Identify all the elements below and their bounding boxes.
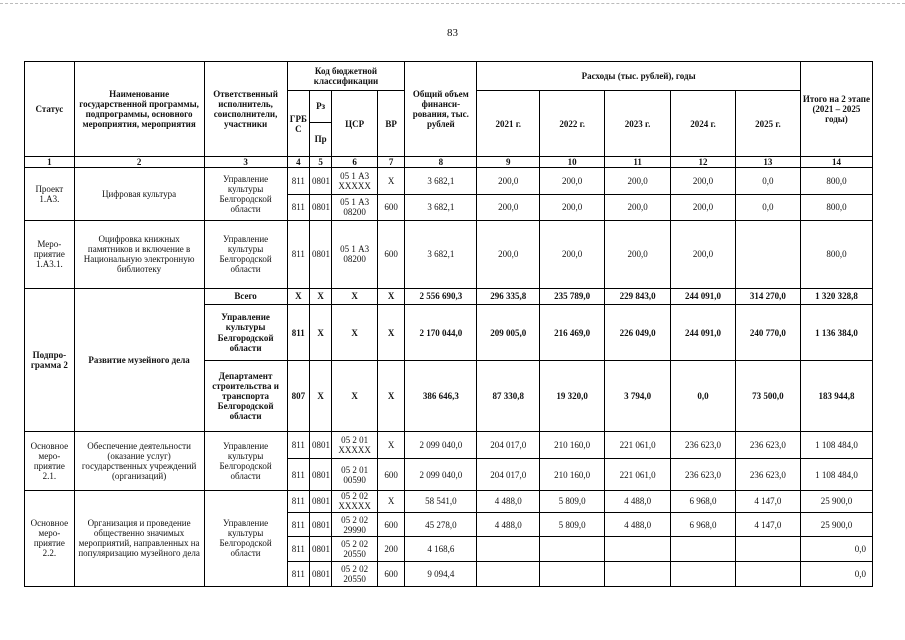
cell-sum: 1 108 484,0 bbox=[800, 432, 872, 459]
cell-2021: 4 488,0 bbox=[477, 513, 540, 537]
cell-2021: 200,0 bbox=[477, 220, 540, 288]
row-responsible: Управление культуры Белгородской области bbox=[204, 490, 287, 586]
cell-total: 386 646,3 bbox=[405, 361, 477, 432]
cell-2023: 200,0 bbox=[605, 194, 671, 220]
header-vr: ВР bbox=[377, 91, 404, 157]
col-number: 10 bbox=[540, 157, 605, 168]
cell-2021 bbox=[477, 537, 540, 561]
row-responsible: Департамент строительства и транспорта Белгородской области bbox=[204, 361, 287, 432]
cell-rzpr: 0801 bbox=[309, 168, 331, 194]
cell-2025: 0,0 bbox=[735, 194, 800, 220]
cell-total: 2 099 040,0 bbox=[405, 432, 477, 459]
cell-total: 3 682,1 bbox=[405, 168, 477, 194]
header-name: Наименование государственной программы, подпрограммы, основного мероприятия, мероприятия bbox=[74, 62, 204, 157]
cell-2022: 210 160,0 bbox=[540, 432, 605, 459]
row-responsible: Управление культуры Белгородской области bbox=[204, 432, 287, 491]
cell-grbs: 811 bbox=[287, 459, 309, 490]
row-responsible: Всего bbox=[204, 288, 287, 304]
cell-csr: 05 1 А3 ХХХХХ bbox=[332, 168, 378, 194]
cell-sum: 25 900,0 bbox=[800, 513, 872, 537]
cell-grbs: 811 bbox=[287, 168, 309, 194]
cell-vr: 600 bbox=[377, 513, 404, 537]
cell-csr: Х bbox=[332, 288, 378, 304]
cell-csr: Х bbox=[332, 304, 378, 361]
header-row bbox=[25, 62, 873, 91]
cell-2025: 236 623,0 bbox=[735, 459, 800, 490]
cell-2023 bbox=[605, 561, 671, 586]
cell-sum: 800,0 bbox=[800, 168, 872, 194]
col-number: 1 bbox=[25, 157, 75, 168]
header-budget-code: Код бюджетной классификации bbox=[287, 62, 405, 91]
cell-2024: 200,0 bbox=[671, 168, 736, 194]
header-pr: Пр bbox=[309, 122, 331, 156]
cell-rzpr: 0801 bbox=[309, 220, 331, 288]
cell-2024 bbox=[671, 537, 736, 561]
table-row bbox=[25, 220, 873, 288]
cell-csr: Х bbox=[332, 361, 378, 432]
col-number: 6 bbox=[332, 157, 378, 168]
cell-csr: 05 2 01 ХХХХХ bbox=[332, 432, 378, 459]
header-rz: Рз bbox=[309, 91, 331, 122]
cell-2025: 236 623,0 bbox=[735, 432, 800, 459]
cell-2021: 209 005,0 bbox=[477, 304, 540, 361]
cell-2022 bbox=[540, 537, 605, 561]
col-number: 11 bbox=[605, 157, 671, 168]
col-number: 14 bbox=[800, 157, 872, 168]
cell-2025: 0,0 bbox=[735, 168, 800, 194]
cell-2023: 221 061,0 bbox=[605, 432, 671, 459]
cell-2023: 200,0 bbox=[605, 220, 671, 288]
cell-total: 58 541,0 bbox=[405, 490, 477, 512]
cell-2023: 4 488,0 bbox=[605, 513, 671, 537]
cell-2023: 200,0 bbox=[605, 168, 671, 194]
header-grbs: ГРБ С bbox=[287, 91, 309, 157]
col-number: 7 bbox=[377, 157, 404, 168]
cell-2022: 210 160,0 bbox=[540, 459, 605, 490]
cell-2023: 226 049,0 bbox=[605, 304, 671, 361]
cell-grbs: 811 bbox=[287, 304, 309, 361]
cell-sum: 0,0 bbox=[800, 537, 872, 561]
cell-rzpr: 0801 bbox=[309, 490, 331, 512]
cell-2025: 240 770,0 bbox=[735, 304, 800, 361]
row-status: Основное меро-приятие 2.2. bbox=[25, 490, 75, 586]
header-total: Общий объем финанси-рования, тыс. рублей bbox=[405, 62, 477, 157]
cell-2022: 200,0 bbox=[540, 168, 605, 194]
cell-rzpr: Х bbox=[309, 361, 331, 432]
cell-rzpr: 0801 bbox=[309, 459, 331, 490]
cell-rzpr: 0801 bbox=[309, 561, 331, 586]
table-row bbox=[25, 168, 873, 194]
cell-grbs: 811 bbox=[287, 490, 309, 512]
cell-sum: 25 900,0 bbox=[800, 490, 872, 512]
cell-2022: 200,0 bbox=[540, 194, 605, 220]
row-status: Проект 1.А3. bbox=[25, 168, 75, 221]
cell-2025 bbox=[735, 561, 800, 586]
cell-2021 bbox=[477, 561, 540, 586]
cell-2021: 296 335,8 bbox=[477, 288, 540, 304]
cell-vr: Х bbox=[377, 288, 404, 304]
cell-total: 3 682,1 bbox=[405, 194, 477, 220]
col-number: 13 bbox=[735, 157, 800, 168]
cell-total: 3 682,1 bbox=[405, 220, 477, 288]
cell-vr: 600 bbox=[377, 194, 404, 220]
cell-2025 bbox=[735, 220, 800, 288]
page-number: 83 bbox=[447, 27, 458, 39]
table-row bbox=[25, 288, 873, 304]
cell-total: 2 556 690,3 bbox=[405, 288, 477, 304]
cell-grbs: 811 bbox=[287, 561, 309, 586]
cell-2023: 3 794,0 bbox=[605, 361, 671, 432]
col-number: 3 bbox=[204, 157, 287, 168]
cell-csr: 05 2 02 29990 bbox=[332, 513, 378, 537]
cell-2021: 87 330,8 bbox=[477, 361, 540, 432]
cell-2025 bbox=[735, 537, 800, 561]
cell-sum: 0,0 bbox=[800, 561, 872, 586]
cell-csr: 05 1 А3 08200 bbox=[332, 220, 378, 288]
cell-2024: 200,0 bbox=[671, 194, 736, 220]
column-number-row bbox=[25, 157, 873, 168]
cell-vr: Х bbox=[377, 304, 404, 361]
cell-total: 2 099 040,0 bbox=[405, 459, 477, 490]
cell-2022: 200,0 bbox=[540, 220, 605, 288]
header-2023: 2023 г. bbox=[605, 91, 671, 157]
cell-grbs: 811 bbox=[287, 513, 309, 537]
cell-rzpr: 0801 bbox=[309, 537, 331, 561]
cell-2022: 5 809,0 bbox=[540, 490, 605, 512]
cell-vr: 200 bbox=[377, 537, 404, 561]
cell-total: 2 170 044,0 bbox=[405, 304, 477, 361]
cell-csr: 05 2 02 20550 bbox=[332, 537, 378, 561]
col-number: 5 bbox=[309, 157, 331, 168]
cell-2025: 73 500,0 bbox=[735, 361, 800, 432]
cell-grbs: 807 bbox=[287, 361, 309, 432]
cell-csr: 05 1 А3 08200 bbox=[332, 194, 378, 220]
header-stage-total: Итого на 2 этапе (2021 – 2025 годы) bbox=[800, 62, 872, 157]
cell-vr: Х bbox=[377, 361, 404, 432]
header-expenses: Расходы (тыс. рублей), годы bbox=[477, 62, 801, 91]
cell-sum: 183 944,8 bbox=[800, 361, 872, 432]
row-status: Подпро-грамма 2 bbox=[25, 288, 75, 432]
cell-2022: 5 809,0 bbox=[540, 513, 605, 537]
cell-csr: 05 2 02 ХХХХХ bbox=[332, 490, 378, 512]
cell-sum: 1 136 384,0 bbox=[800, 304, 872, 361]
cell-rzpr: Х bbox=[309, 304, 331, 361]
cell-sum: 800,0 bbox=[800, 194, 872, 220]
cell-grbs: 811 bbox=[287, 194, 309, 220]
row-responsible: Управление культуры Белгородской области bbox=[204, 220, 287, 288]
cell-2023: 221 061,0 bbox=[605, 459, 671, 490]
cell-rzpr: Х bbox=[309, 288, 331, 304]
header-2025: 2025 г. bbox=[735, 91, 800, 157]
cell-2024: 0,0 bbox=[671, 361, 736, 432]
cell-2023: 4 488,0 bbox=[605, 490, 671, 512]
cell-2022: 216 469,0 bbox=[540, 304, 605, 361]
header-status: Статус bbox=[25, 62, 75, 157]
header-csr: ЦСР bbox=[332, 91, 378, 157]
row-name: Развитие музейного дела bbox=[74, 288, 204, 432]
row-responsible: Управление культуры Белгородской области bbox=[204, 168, 287, 221]
cell-grbs: 811 bbox=[287, 432, 309, 459]
cell-2023 bbox=[605, 537, 671, 561]
cell-vr: 600 bbox=[377, 220, 404, 288]
cell-2022: 235 789,0 bbox=[540, 288, 605, 304]
cell-sum: 800,0 bbox=[800, 220, 872, 288]
cell-2021: 200,0 bbox=[477, 168, 540, 194]
cell-sum: 1 320 328,8 bbox=[800, 288, 872, 304]
table-row bbox=[25, 490, 873, 512]
cell-total: 45 278,0 bbox=[405, 513, 477, 537]
cell-2023: 229 843,0 bbox=[605, 288, 671, 304]
cell-2024: 236 623,0 bbox=[671, 459, 736, 490]
cell-vr: Х bbox=[377, 490, 404, 512]
cell-2024: 6 968,0 bbox=[671, 490, 736, 512]
col-number: 12 bbox=[671, 157, 736, 168]
cell-sum: 1 108 484,0 bbox=[800, 459, 872, 490]
header-2022: 2022 г. bbox=[540, 91, 605, 157]
col-number: 2 bbox=[74, 157, 204, 168]
cell-2025: 4 147,0 bbox=[735, 513, 800, 537]
cell-rzpr: 0801 bbox=[309, 194, 331, 220]
header-responsible: Ответственный исполнитель, соисполнители, участники bbox=[204, 62, 287, 157]
row-status: Меро-приятие 1.А3.1. bbox=[25, 220, 75, 288]
cell-2025: 4 147,0 bbox=[735, 490, 800, 512]
cell-2024: 6 968,0 bbox=[671, 513, 736, 537]
cell-2022 bbox=[540, 561, 605, 586]
cell-vr: Х bbox=[377, 432, 404, 459]
col-number: 4 bbox=[287, 157, 309, 168]
cell-vr: 600 bbox=[377, 561, 404, 586]
header-2021: 2021 г. bbox=[477, 91, 540, 157]
table-row bbox=[25, 432, 873, 459]
cell-csr: 05 2 02 20550 bbox=[332, 561, 378, 586]
cell-total: 9 094,4 bbox=[405, 561, 477, 586]
cell-grbs: 811 bbox=[287, 220, 309, 288]
cell-vr: Х bbox=[377, 168, 404, 194]
row-status: Основное меро-приятие 2.1. bbox=[25, 432, 75, 491]
header-2024: 2024 г. bbox=[671, 91, 736, 157]
row-name: Организация и проведение общественно значимых мероприятий, направленных на популяризацию музейного дела bbox=[74, 490, 204, 586]
row-name: Обеспечение деятельности (оказание услуг) государственных учреждений (организаций) bbox=[74, 432, 204, 491]
cell-csr: 05 2 01 00590 bbox=[332, 459, 378, 490]
budget-table bbox=[24, 61, 873, 587]
cell-2024: 244 091,0 bbox=[671, 304, 736, 361]
row-name: Оцифровка книжных памятников и включение в Национальную электронную библиотеку bbox=[74, 220, 204, 288]
scan-edge-line bbox=[0, 3, 905, 4]
cell-2024 bbox=[671, 561, 736, 586]
cell-rzpr: 0801 bbox=[309, 432, 331, 459]
cell-2024: 200,0 bbox=[671, 220, 736, 288]
row-name: Цифровая культура bbox=[74, 168, 204, 221]
col-number: 8 bbox=[405, 157, 477, 168]
cell-grbs: 811 bbox=[287, 537, 309, 561]
cell-vr: 600 bbox=[377, 459, 404, 490]
cell-2025: 314 270,0 bbox=[735, 288, 800, 304]
cell-2021: 204 017,0 bbox=[477, 432, 540, 459]
cell-2024: 236 623,0 bbox=[671, 432, 736, 459]
cell-2021: 204 017,0 bbox=[477, 459, 540, 490]
col-number: 9 bbox=[477, 157, 540, 168]
cell-2024: 244 091,0 bbox=[671, 288, 736, 304]
cell-2021: 4 488,0 bbox=[477, 490, 540, 512]
cell-2021: 200,0 bbox=[477, 194, 540, 220]
cell-total: 4 168,6 bbox=[405, 537, 477, 561]
row-responsible: Управление культуры Белгородской области bbox=[204, 304, 287, 361]
cell-2022: 19 320,0 bbox=[540, 361, 605, 432]
cell-rzpr: 0801 bbox=[309, 513, 331, 537]
cell-grbs: Х bbox=[287, 288, 309, 304]
